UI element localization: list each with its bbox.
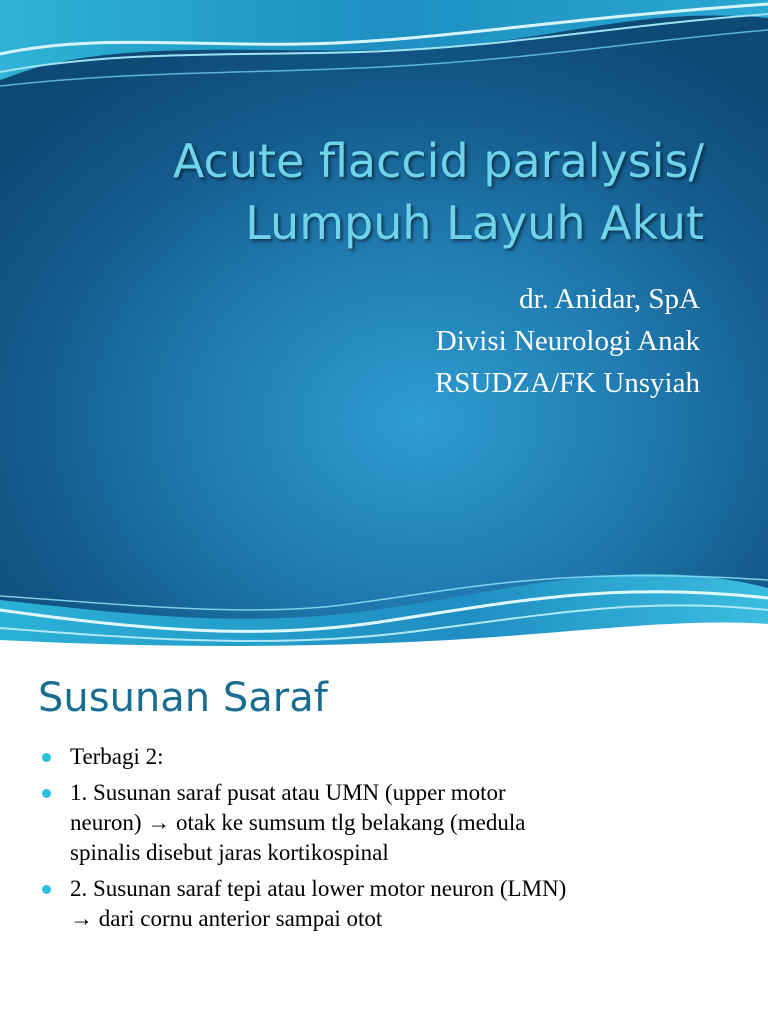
bullet-text: → dari cornu anterior sampai otot — [70, 906, 383, 931]
bullet-list — [38, 742, 738, 940]
bullet-icon — [42, 789, 51, 798]
bullet-item — [38, 778, 738, 868]
slide-title-line: Lumpuh Layuh Akut — [245, 196, 704, 250]
division-name: Divisi Neurologi Anak — [435, 325, 700, 357]
bullet-text: Terbagi 2: — [70, 744, 164, 769]
bullet-text: spinalis disebut jaras kortikospinal — [70, 840, 389, 865]
institution-name: RSUDZA/FK Unsyiah — [434, 367, 700, 399]
slide-heading: Susunan Saraf — [38, 675, 328, 721]
bullet-icon — [42, 885, 51, 894]
slide-title-line: Acute flaccid paralysis/ — [172, 134, 704, 188]
bullet-item — [38, 874, 738, 934]
slide-subtitle — [435, 278, 700, 404]
bullet-item — [38, 742, 738, 772]
slide-title — [173, 130, 704, 254]
bullet-text: neuron) → otak ke sumsum tlg belakang (medula — [70, 810, 526, 835]
author-name: dr. Anidar, SpA — [519, 283, 700, 315]
bullet-text: 1. Susunan saraf pusat atau UMN (upper motor — [70, 780, 506, 805]
bullet-text: 2. Susunan saraf tepi atau lower motor neuron (LMN) — [70, 876, 567, 901]
bullet-icon — [42, 753, 51, 762]
content-slide — [0, 648, 768, 1024]
